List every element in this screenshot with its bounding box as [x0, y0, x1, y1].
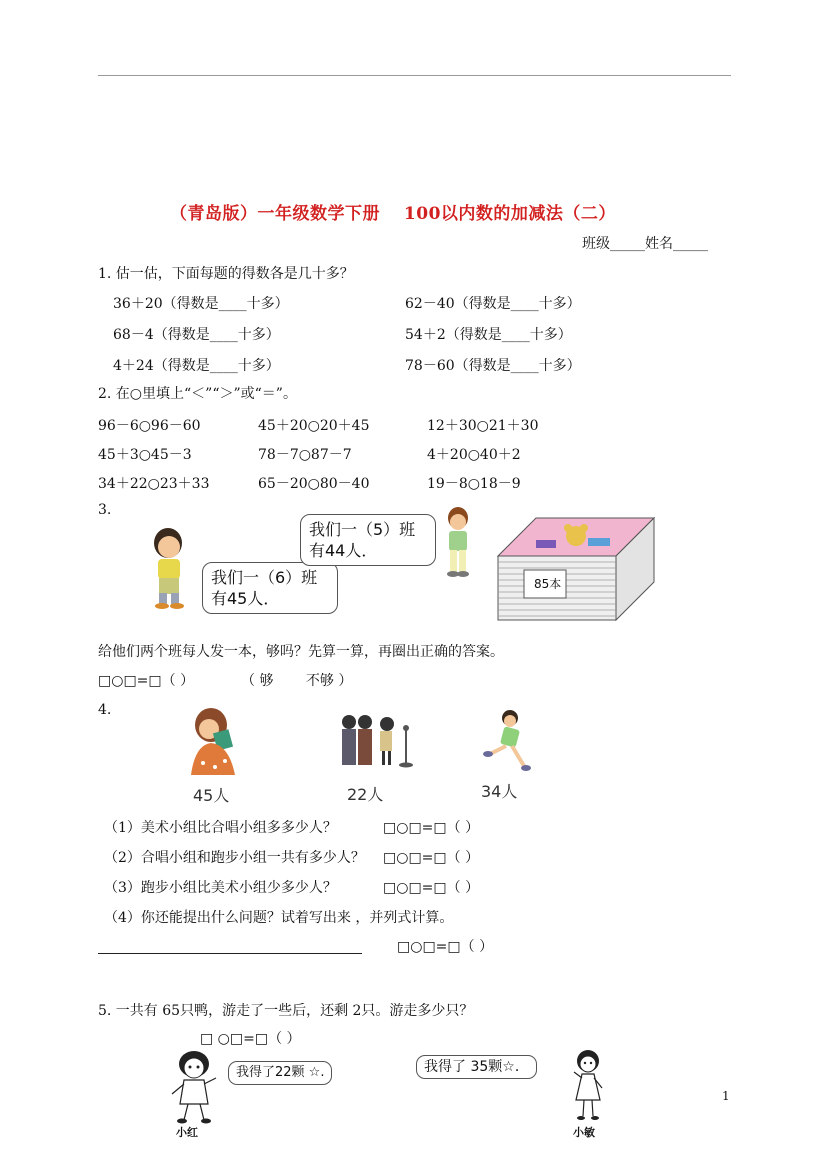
q4-sub-question: （4）你还能提出什么问题？试着写出来 ，并列式计算。: [104, 910, 454, 926]
q1-prompt: 1. 估一估，下面每题的得数各是几十多？: [98, 266, 354, 282]
class-name-line: 班级_____姓名_____: [582, 236, 708, 252]
q2-item: 34＋22○23＋33: [98, 476, 210, 492]
q2-item: 12＋30○21＋30: [427, 418, 539, 434]
bubble-line: 有44人．: [309, 541, 378, 560]
q1-item: 78－60（得数是____十多）: [405, 358, 581, 374]
q4-sub-formula: □○□=□（ ）: [383, 850, 480, 866]
q4-sub-formula: □○□=□（ ）: [383, 820, 480, 836]
page-title: （青岛版）一年级数学下册 100以内数的加减法（二）: [170, 204, 616, 224]
q2-item: 96－6○96－60: [98, 418, 201, 434]
q1-item: 4＋24（得数是____十多）: [113, 358, 280, 374]
q1-item: 62－40（得数是____十多）: [405, 296, 581, 312]
q3-question: 给他们两个班每人发一本，够吗？先算一算，再圈出正确的答案。: [98, 644, 504, 660]
book-count-label: 85本: [534, 577, 562, 591]
q3-choices: （ 够 不够 ）: [241, 673, 353, 689]
boy-illustration: [140, 525, 200, 610]
art-group-illustration: [183, 705, 241, 777]
q4-sub-formula: □○□=□（ ）: [397, 939, 494, 955]
page-number: 1: [722, 1089, 730, 1103]
name-label: 小敏: [573, 1126, 595, 1139]
bubble-line: 有45人．: [211, 589, 280, 608]
answer-blank-line[interactable]: [98, 953, 362, 954]
girl-illustration: [166, 1050, 222, 1126]
speech-bubble-class-5: [300, 514, 436, 566]
group-count: 22人: [347, 785, 384, 804]
speech-bubble-xiaomin: 我得了 35颗☆．: [416, 1055, 537, 1079]
q2-prompt: 2. 在○里填上“＜”“＞”或“＝”。: [98, 386, 297, 402]
q4-label: 4.: [98, 702, 112, 718]
q2-item: 45＋20○20＋45: [258, 418, 370, 434]
name-label: 小红: [176, 1126, 198, 1139]
bubble-line: 我们一（5）班: [309, 520, 416, 539]
q3-formula: □○□=□（ ）: [98, 673, 195, 689]
q1-item: 54＋2（得数是____十多）: [405, 327, 572, 343]
header-rule: [98, 75, 731, 76]
girl-illustration: [568, 1048, 608, 1122]
q2-item: 45＋3○45－3: [98, 447, 192, 463]
speech-bubble-xiaohong: 我得了22颗 ☆.: [228, 1061, 332, 1085]
q2-item: 78－7○87－7: [258, 447, 352, 463]
q4-sub-question: （2）合唱小组和跑步小组一共有多少人？: [104, 850, 365, 866]
group-count: 45人: [193, 786, 230, 805]
q3-label: 3.: [98, 502, 112, 518]
q2-item: 4＋20○40＋2: [427, 447, 521, 463]
running-group-illustration: [478, 708, 534, 772]
q1-item: 68－4（得数是____十多）: [113, 327, 280, 343]
boy-illustration: [436, 506, 480, 578]
q2-item: 65－20○80－40: [258, 476, 370, 492]
book-stack-illustration: [496, 516, 656, 622]
q4-sub-formula: □○□=□（ ）: [383, 880, 480, 896]
q5-prompt: 5. 一共有 65只鸭，游走了一些后，还剩 2只。游走多少只？: [98, 1003, 474, 1019]
bubble-line: 我们一（6）班: [211, 568, 318, 587]
choir-group-illustration: [337, 714, 417, 768]
q4-sub-question: （1）美术小组比合唱小组多多少人？: [104, 820, 337, 836]
q5-formula: □ ○□=□（ ）: [200, 1031, 301, 1047]
q1-item: 36＋20（得数是____十多）: [113, 296, 289, 312]
group-count: 34人: [481, 782, 518, 801]
q4-sub-question: （3）跑步小组比美术小组少多少人？: [104, 880, 337, 896]
q2-item: 19－8○18－9: [427, 476, 521, 492]
speech-bubble-class-6: [202, 562, 338, 614]
